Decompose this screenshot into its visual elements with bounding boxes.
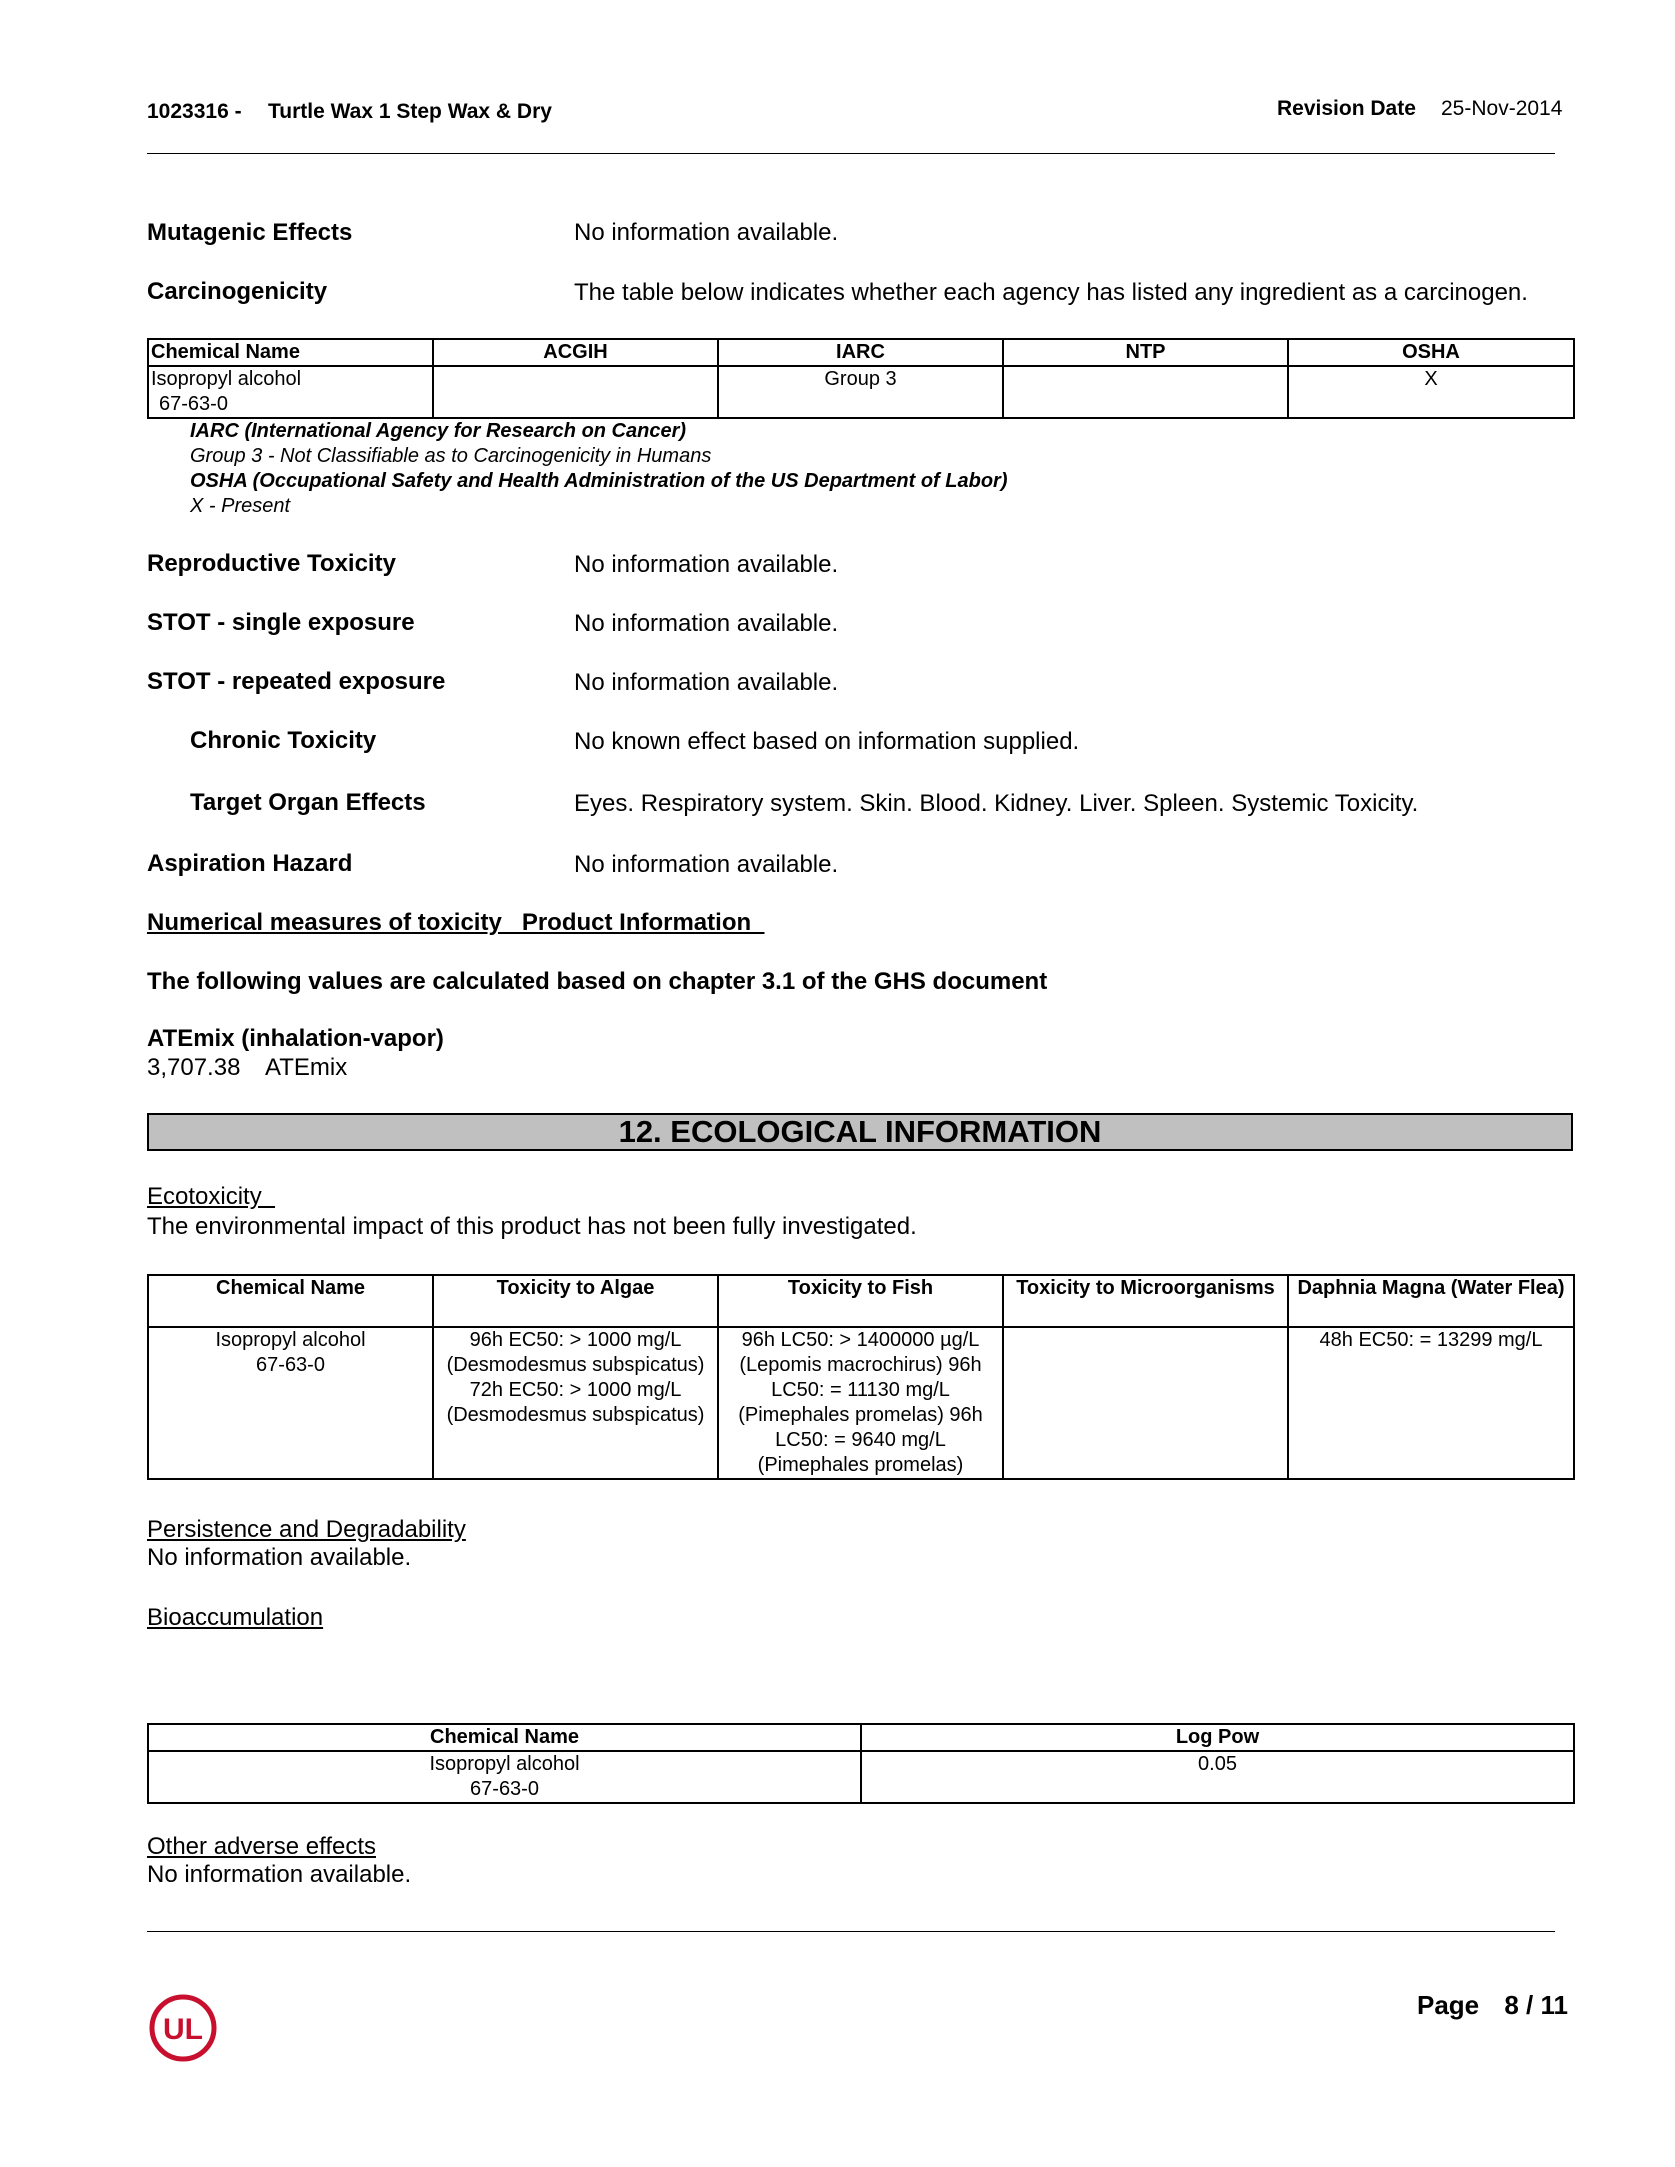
carc-osha-value: X <box>1288 366 1574 418</box>
eco-fish-line: (Pimephales promelas) 96h <box>738 1404 983 1426</box>
page-value: 8 / 11 <box>1504 1990 1568 2020</box>
ecotoxicity-heading: Ecotoxicity <box>147 1183 276 1210</box>
carc-col-osha: OSHA <box>1288 339 1574 366</box>
note-osha: OSHA (Occupational Safety and Health Administration of the US Department of Labor) <box>190 470 1008 492</box>
revision-date: 25-Nov-2014 <box>1441 97 1563 120</box>
persistence-heading: Persistence and Degradability <box>147 1516 466 1543</box>
ghs-note: The following values are calculated based on chapter 3.1 of the GHS document <box>147 968 1048 995</box>
product-name: Turtle Wax 1 Step Wax & Dry <box>268 100 552 123</box>
carc-col-ntp: NTP <box>1003 339 1288 366</box>
chronic-label: Chronic Toxicity <box>190 727 377 754</box>
atemix-unit: ATEmix <box>265 1054 348 1081</box>
carc-chemical-name: Isopropyl alcohol <box>151 368 302 390</box>
carc-col-acgih: ACGIH <box>433 339 718 366</box>
aspiration-value: No information available. <box>574 851 839 878</box>
table-row <box>148 366 1574 418</box>
table-row <box>148 1751 1574 1803</box>
carc-col-iarc: IARC <box>718 339 1003 366</box>
bio-col-logpow: Log Pow <box>861 1724 1574 1751</box>
eco-fish-line: LC50: = 9640 mg/L <box>775 1429 946 1451</box>
revision-label: Revision Date <box>1277 97 1416 120</box>
carcinogen-table <box>147 338 1575 419</box>
product-id: 1023316 - <box>147 100 242 123</box>
reproductive-label: Reproductive Toxicity <box>147 550 396 577</box>
mutagenic-label: Mutagenic Effects <box>147 219 353 246</box>
bio-col-chemical: Chemical Name <box>148 1724 861 1751</box>
other-effects-heading: Other adverse effects <box>147 1833 377 1860</box>
stot-repeated-label: STOT - repeated exposure <box>147 668 446 695</box>
target-organ-value: Eyes. Respiratory system. Skin. Blood. Kidney. Liver. Spleen. Systemic Toxicity. <box>574 790 1419 817</box>
carc-acgih-value <box>433 366 718 418</box>
note-group3: Group 3 - Not Classifiable as to Carcinogenicity in Humans <box>190 445 712 467</box>
section-12-title: 12. ECOLOGICAL INFORMATION <box>147 1113 1573 1151</box>
atemix-value: 3,707.38 <box>147 1054 241 1081</box>
eco-col-fish: Toxicity to Fish <box>718 1275 1003 1327</box>
eco-algae-line: (Desmodesmus subspicatus) <box>446 1354 705 1376</box>
eco-fish-line: (Lepomis macrochirus) 96h <box>739 1354 982 1376</box>
stot-repeated-value: No information available. <box>574 669 839 696</box>
eco-chemical-name: Isopropyl alcohol <box>215 1329 366 1351</box>
bio-logpow-value: 0.05 <box>861 1751 1574 1803</box>
eco-fish-line: 96h LC50: > 1400000 µg/L <box>741 1329 980 1351</box>
eco-col-micro: Toxicity to Microorganisms <box>1003 1275 1288 1327</box>
other-effects-text: No information available. <box>147 1861 412 1888</box>
carc-ntp-value <box>1003 366 1288 418</box>
carc-chemical-cas: 67-63-0 <box>159 393 228 415</box>
note-iarc: IARC (International Agency for Research on Cancer) <box>190 420 687 442</box>
eco-daphnia-value: 48h EC50: = 13299 mg/L <box>1288 1327 1574 1479</box>
eco-algae-line: 96h EC50: > 1000 mg/L <box>469 1329 682 1351</box>
carc-col-chemical: Chemical Name <box>148 339 433 366</box>
page-label: Page <box>1416 1990 1480 2020</box>
persistence-text: No information available. <box>147 1544 412 1571</box>
atemix-label: ATEmix (inhalation-vapor) <box>147 1025 444 1052</box>
bioaccumulation-heading: Bioaccumulation <box>147 1604 324 1631</box>
eco-col-daphnia: Daphnia Magna (Water Flea) <box>1288 1275 1574 1327</box>
carc-iarc-value: Group 3 <box>718 366 1003 418</box>
carcinogenicity-value: The table below indicates whether each agency has listed any ingredient as a carcinogen. <box>574 279 1528 306</box>
mutagenic-value: No information available. <box>574 219 839 246</box>
carcinogenicity-label: Carcinogenicity <box>147 278 328 305</box>
eco-fish-line: (Pimephales promelas) <box>757 1454 964 1476</box>
footer-divider <box>147 1931 1555 1932</box>
eco-algae-line: (Desmodesmus subspicatus) <box>446 1404 705 1426</box>
reproductive-value: No information available. <box>574 551 839 578</box>
stot-single-value: No information available. <box>574 610 839 637</box>
stot-single-label: STOT - single exposure <box>147 609 415 636</box>
target-organ-label: Target Organ Effects <box>190 789 426 816</box>
chronic-value: No known effect based on information supplied. <box>574 728 1080 755</box>
bio-chemical-name: Isopropyl alcohol <box>429 1753 580 1775</box>
eco-fish-line: LC50: = 11130 mg/L <box>771 1379 950 1401</box>
ecotoxicity-text: The environmental impact of this product has not been fully investigated. <box>147 1213 917 1240</box>
eco-micro-value <box>1003 1327 1288 1479</box>
eco-col-chemical: Chemical Name <box>148 1275 433 1327</box>
header-divider <box>147 153 1555 154</box>
ul-logo-text: UL <box>163 2013 203 2046</box>
ecotoxicity-table <box>147 1274 1575 1480</box>
ul-logo-icon <box>147 1992 219 2064</box>
eco-algae-line: 72h EC50: > 1000 mg/L <box>469 1379 682 1401</box>
bioaccumulation-table <box>147 1723 1575 1804</box>
page-indicator <box>1417 1990 1568 2021</box>
note-present: X - Present <box>190 495 291 517</box>
carcinogen-notes <box>190 419 1007 519</box>
table-row <box>148 1327 1574 1479</box>
aspiration-label: Aspiration Hazard <box>147 850 353 877</box>
eco-col-algae: Toxicity to Algae <box>433 1275 718 1327</box>
eco-chemical-cas: 67-63-0 <box>256 1354 325 1376</box>
numerical-measures-heading: Numerical measures of toxicity Product Information <box>147 909 765 936</box>
bio-chemical-cas: 67-63-0 <box>470 1778 539 1800</box>
